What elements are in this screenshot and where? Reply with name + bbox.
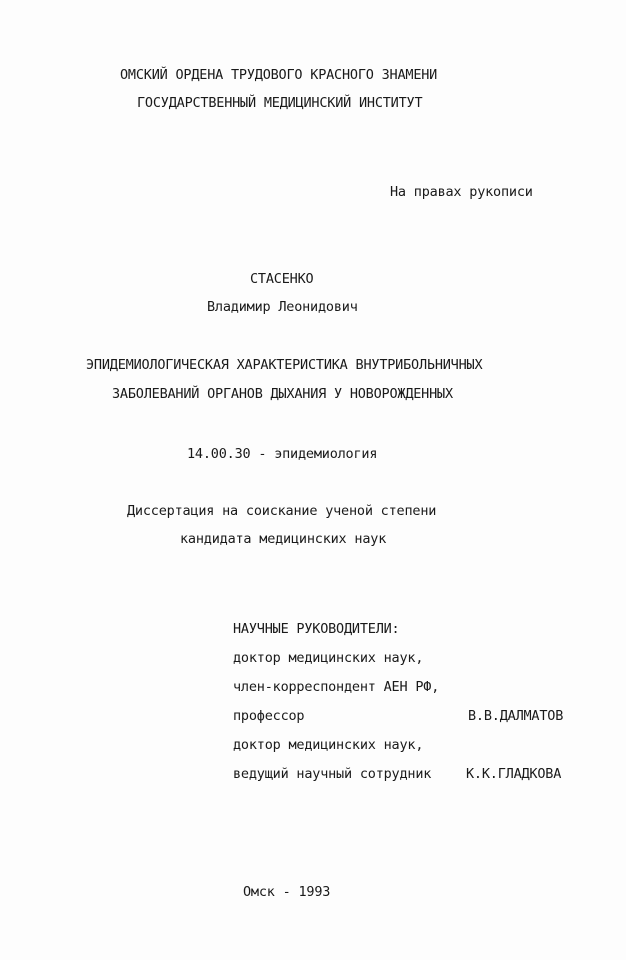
author-given-names: Владимир Леонидович: [207, 299, 358, 315]
title-line-2: ЗАБОЛЕВАНИЙ ОРГАНОВ ДЫХАНИЯ У НОВОРОЖДЕННЫХ: [112, 386, 453, 402]
author-surname: СТАСЕНКО: [250, 271, 314, 287]
title-line-1: ЭПИДЕМИОЛОГИЧЕСКАЯ ХАРАКТЕРИСТИКА ВНУТРИБОЛЬНИЧНЫХ: [86, 357, 483, 373]
footer-city-year: Омск - 1993: [243, 884, 331, 900]
supervisor-1-line-2: член-корреспондент АЕН РФ,: [233, 679, 440, 695]
institution-line-1: ОМСКИЙ ОРДЕНА ТРУДОВОГО КРАСНОГО ЗНАМЕНИ: [120, 67, 438, 83]
manuscript-note: На правах рукописи: [390, 184, 533, 200]
supervisor-2-line-1: доктор медицинских наук,: [233, 737, 424, 753]
supervisors-heading: НАУЧНЫЕ РУКОВОДИТЕЛИ:: [233, 621, 400, 637]
supervisor-2-line-2: ведущий научный сотрудник: [233, 766, 432, 782]
supervisor-2-name: К.К.ГЛАДКОВА: [466, 766, 562, 782]
degree-line-1: Диссертация на соискание ученой степени: [127, 503, 437, 519]
supervisor-1-name: В.В.ДАЛМАТОВ: [468, 708, 564, 724]
degree-line-2: кандидата медицинских наук: [180, 531, 387, 547]
institution-line-2: ГОСУДАРСТВЕННЫЙ МЕДИЦИНСКИЙ ИНСТИТУТ: [137, 95, 423, 111]
specialty: 14.00.30 - эпидемиология: [187, 446, 378, 462]
supervisor-1-line-1: доктор медицинских наук,: [233, 650, 424, 666]
supervisor-1-line-3: профессор: [233, 708, 305, 724]
